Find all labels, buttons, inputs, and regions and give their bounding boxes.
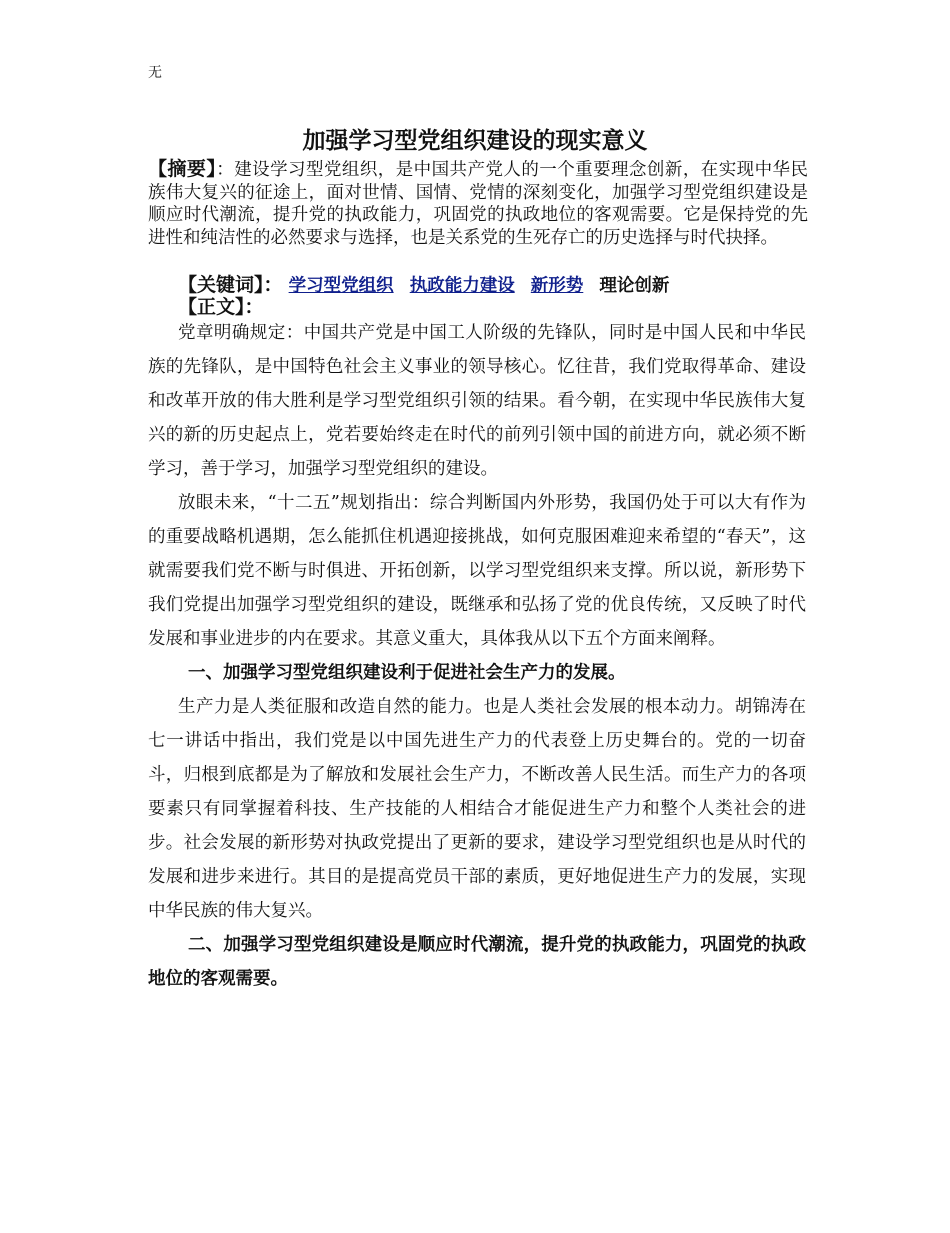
section-heading-2: 二、加强学习型党组织建设是顺应时代潮流，提升党的执政能力，巩固党的执政地位的客观需要。 — [148, 935, 806, 989]
keyword-link-3[interactable]: 新形势 — [530, 276, 584, 296]
abstract-text: ：建设学习型党组织，是中国共产党人的一个重要理念创新，在实现中华民族伟大复兴的征途上，面对世情、国情、党情的深刻变化，加强学习型党组织建设是顺应时代潮流，提升党的执政能力，巩固党的执政地位的客观需要。它是保持党的先进性和纯洁性的必然要求与选择，也是关系党的生死存亡的历史选择与时代抉择。 — [148, 160, 808, 248]
section-heading-1: 一、加强学习型党组织建设利于促进社会生产力的发展。 — [188, 663, 626, 683]
page-header: 无 — [148, 65, 162, 81]
abstract-label: 【摘要】 — [148, 158, 217, 180]
keywords-label: 【关键词】： — [178, 274, 283, 296]
keywords — [178, 274, 818, 297]
keyword-plain: 理论创新 — [599, 276, 670, 296]
body-paragraph-1: 党章明确规定：中国共产党是中国工人阶级的先锋队，同时是中国人民和中华民族的先锋队，是中国特色社会主义事业的领导核心。忆往昔，我们党取得革命、建设和改革开放的伟大胜利是学习型党组织引领的结果。看今朝，在实现中华民族伟大复兴的新的历史起点上，党若要始终走在时代的前列引领中国的前进方向，就必须不断学习，善于学习，加强学习型党组织的建设。 — [148, 323, 806, 479]
abstract — [148, 158, 808, 249]
keyword-link-1[interactable]: 学习型党组织 — [288, 276, 394, 296]
body-paragraph-2: 放眼未来，“十二五”规划指出：综合判断国内外形势，我国仍处于可以大有作为的重要战略机遇期，怎么能抓住机遇迎接挑战，如何克服困难迎来希望的“春天”，这就需要我们党不断与时俱进、开拓创新，以学习型党组织来支撑。所以说，新形势下我们党提出加强学习型党组织的建设，既继承和弘扬了党的优良传统，又反映了时代发展和事业进步的内在要求。其意义重大，具体我从以下五个方面来阐释。 — [148, 493, 806, 649]
body-paragraph-3: 生产力是人类征服和改造自然的能力。也是人类社会发展的根本动力。胡锦涛在七一讲话中指出，我们党是以中国先进生产力的代表登上历史舞台的。党的一切奋斗，归根到底都是为了解放和发展社会生产力，不断改善人民生活。而生产力的各项要素只有同掌握着科技、生产技能的人相结合才能促进生产力和整个人类社会的进步。社会发展的新形势对执政党提出了更新的要求，建设学习型党组织也是从时代的发展和进步来进行。其目的是提高党员干部的素质，更好地促进生产力的发展，实现中华民族的伟大复兴。 — [148, 697, 806, 921]
keyword-link-2[interactable]: 执政能力建设 — [409, 276, 515, 296]
document-title: 加强学习型党组织建设的现实意义 — [302, 127, 648, 154]
document-body — [148, 316, 806, 996]
main-text-label: 【正文】： — [178, 296, 264, 318]
